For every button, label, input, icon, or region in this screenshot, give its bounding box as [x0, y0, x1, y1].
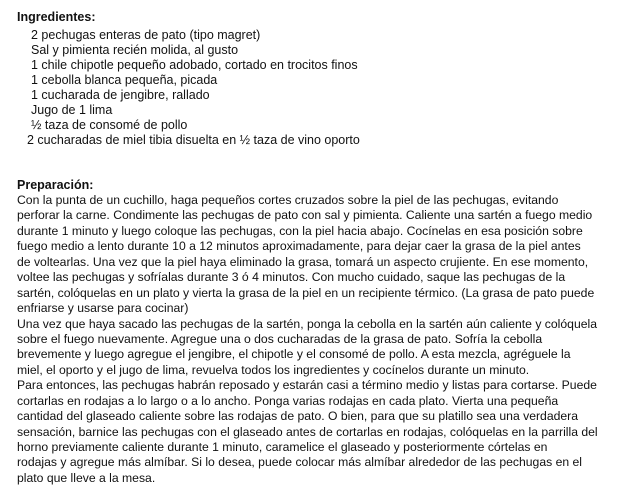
- ingredient-item: Sal y pimienta recién molida, al gusto: [31, 43, 239, 57]
- preparation-line: brevemente y luego agregue el jengibre, el chipotle y el consomé de pollo. A esta mezcla, agréguele la: [17, 347, 571, 362]
- preparation-line: sartén, colóquelas en un plato y vierta la grasa de la piel en un recipiente térmico. (La grasa de pato puede: [17, 285, 595, 300]
- ingredient-item: 1 chile chipotle pequeño adobado, cortado en trocitos finos: [31, 58, 358, 72]
- preparation-line: Con la punta de un cuchillo, haga pequeños cortes cruzados sobre la piel de las pechugas, evitando: [17, 193, 559, 207]
- preparation-line: voltee las pechugas y sofríalas durante 3 ó 4 minutos. Con mucho cuidado, saque las pechugas de la: [17, 270, 566, 285]
- ingredient-item: 1 cebolla blanca pequeña, picada: [31, 73, 218, 87]
- preparation-line: de voltearlas. Una vez que la piel haya eliminado la grasa, tomará un aspecto crujiente. En ese momento,: [17, 254, 589, 269]
- ingredient-item: 2 cucharadas de miel tibia disuelta en ½ taza de vino oporto: [27, 133, 360, 147]
- preparation-line: Para entonces, las pechugas habrán reposado y estarán casi a término medio y listas para cortarse. Puede: [17, 378, 597, 393]
- preparation-line: miel, el oporto y el jugo de lima, revuelva todos los ingredientes y cocínelos durante un minuto.: [17, 362, 530, 377]
- ingredient-item: 1 cucharada de jengibre, rallado: [31, 88, 210, 102]
- preparation-line: Una vez que haya sacado las pechugas de la sartén, ponga la cebolla en la sartén aún caliente y colóquela: [17, 316, 597, 331]
- preparation-line: sensación, barnice las pechugas con el glaseado antes de cortarlas en rodajas, colóquelas en la parrilla del: [17, 424, 598, 439]
- preparation-text: [17, 193, 629, 486]
- ingredient-item: Jugo de 1 lima: [31, 103, 113, 117]
- preparation-line: cantidad del glaseado caliente sobre las rodajas de pato. O bien, para que su platillo sea una verdadera: [17, 409, 579, 424]
- ingredient-item: 2 pechugas enteras de pato (tipo magret): [31, 28, 261, 42]
- preparation-line: fuego medio a lento durante 10 a 12 minutos aproximadamente, para dejar caer la grasa de la piel antes: [17, 239, 581, 254]
- preparation-line: perforar la carne. Condimente las pechugas de pato con sal y pimienta. Caliente una sartén a fuego medio: [17, 208, 593, 223]
- preparation-line: rodajas y agregue más almíbar. Si lo desea, puede colocar más almíbar alrededor de las pechugas en el: [17, 455, 583, 470]
- ingredients-heading: Ingredientes:: [17, 10, 96, 24]
- preparation-line: cortarlas en rodajas a lo largo o a lo ancho. Ponga varias rodajas en cada plato. Vierta una pequeña: [17, 393, 559, 408]
- preparation-line: durante 1 minuto y luego coloque las pechugas, con la piel hacia abajo. Cocínelas en esa posición sobre: [17, 223, 583, 238]
- preparation-line: sobre el fuego nuevamente. Agregue una o dos cucharadas de la grasa de pato. Sofría la cebolla: [17, 331, 543, 346]
- preparation-heading: Preparación:: [17, 178, 94, 192]
- preparation-line: enfriarse y usarse para cocinar): [17, 301, 189, 316]
- preparation-line: plato que lleve a la mesa.: [17, 470, 156, 485]
- preparation-line: horno previamente caliente durante 1 minuto, caramelice el glaseado y posteriormente córtelas en: [17, 440, 548, 454]
- ingredient-item: ½ taza de consomé de pollo: [31, 118, 188, 132]
